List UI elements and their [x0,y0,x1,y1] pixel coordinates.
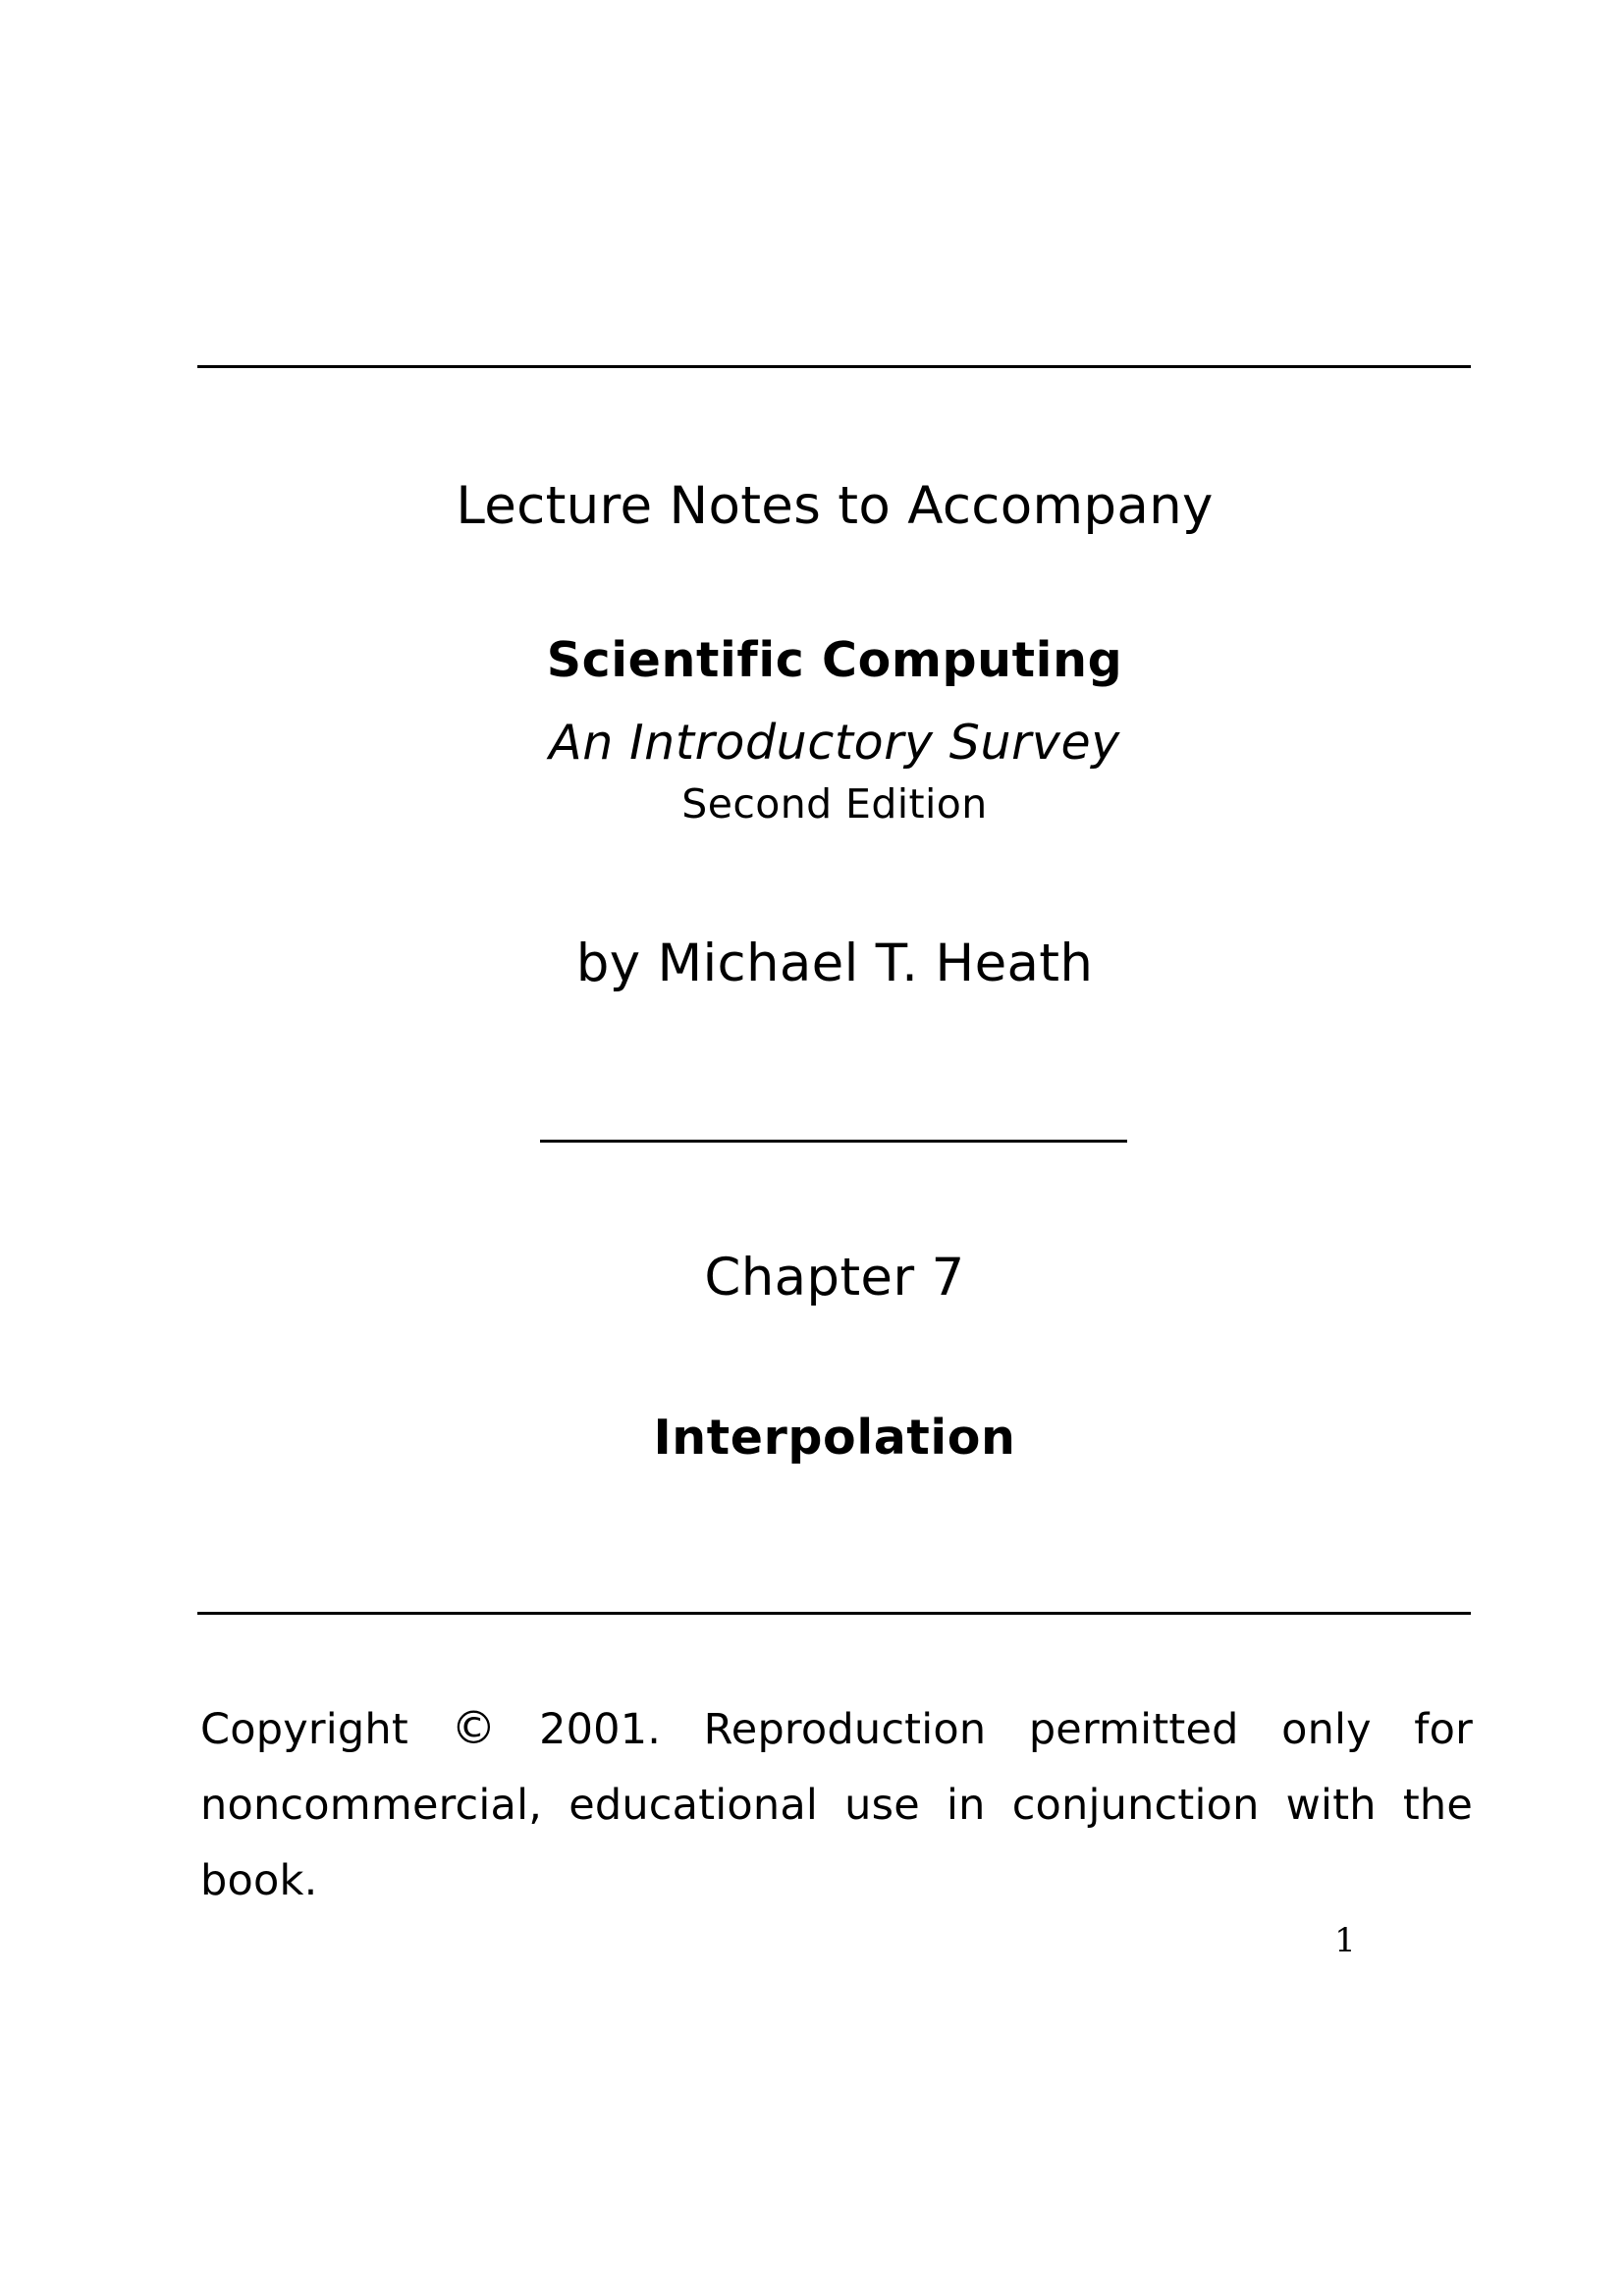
bottom-horizontal-rule [197,1612,1471,1615]
copyright-word: for [1414,1705,1474,1754]
page-number: 1 [1334,1921,1356,1960]
copyright-word: Reproduction [703,1705,987,1754]
top-horizontal-rule [197,365,1471,368]
book-subtitle: An Introductory Survey [549,715,1120,771]
copyright-line-2: noncommercial, educational use in conjunction with the [200,1781,1473,1830]
copyright-word: only [1281,1705,1372,1754]
author-byline: by Michael T. Heath [575,934,1094,993]
chapter-title: Interpolation [653,1410,1016,1466]
copyright-year: 2001. [539,1705,662,1754]
copyright-line-3: book. [200,1856,318,1905]
copyright-icon: © [451,1701,497,1754]
chapter-number: Chapter 7 [704,1248,965,1308]
copyright-notice [200,1690,1473,1919]
book-title: Scientific Computing [546,632,1123,688]
edition-label: Second Edition [681,780,988,828]
copyright-line-1 [200,1690,1473,1768]
copyright-word: Copyright [200,1705,408,1754]
copyright-word: permitted [1028,1705,1239,1754]
lecture-notes-heading: Lecture Notes to Accompany [456,476,1214,536]
middle-horizontal-rule [540,1140,1127,1143]
